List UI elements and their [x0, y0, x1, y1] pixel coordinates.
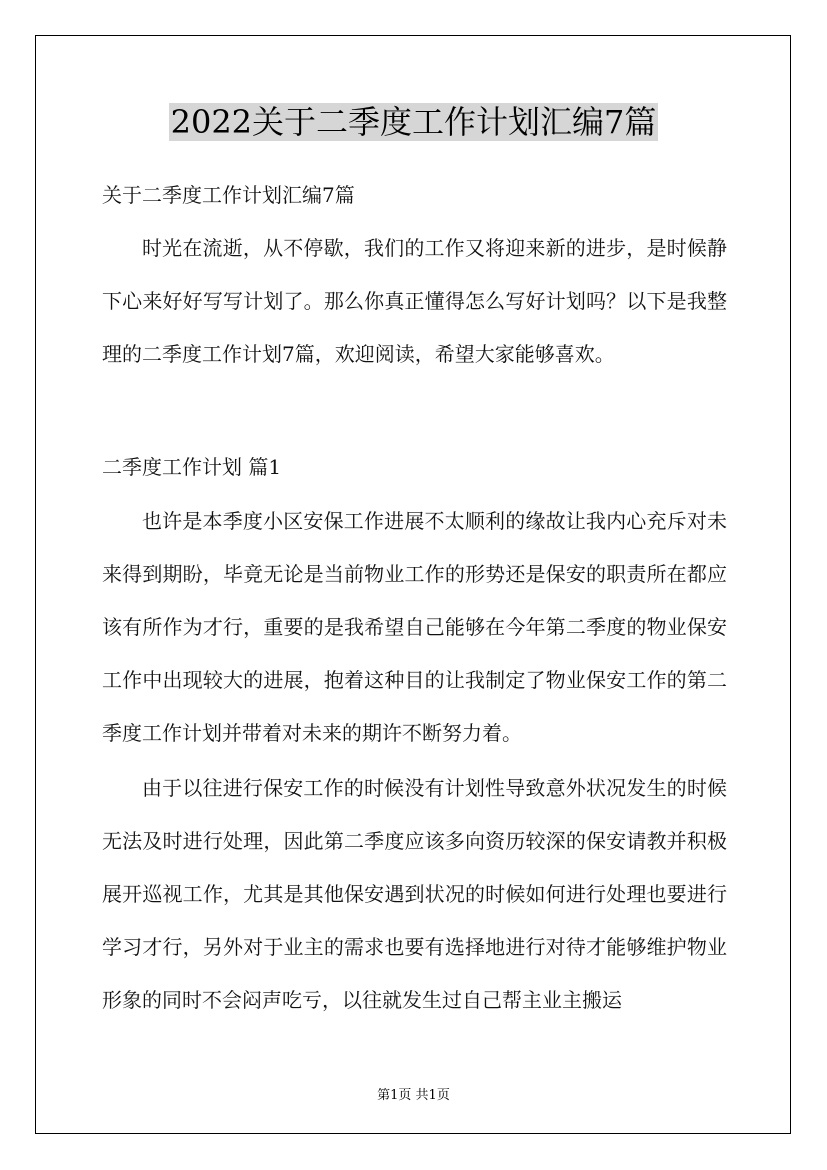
section-paragraph-2: 由于以往进行保安工作的时候没有计划性导致意外状况发生的时候无法及时进行处理，因此第二季度应该多向资历较深的保安请教并积极展开巡视工作，尤其是其他保安遇到状况的时候如何进行处理也要进行学习才行，另外对于业主的需求也要有选择地进行对待才能够维护物业形象的同时不会闷声吃亏，以往就发生过自己帮主业主搬运 [102, 776, 727, 1012]
intro-paragraph: 时光在流逝，从不停歇，我们的工作又将迎来新的进步，是时候静下心来好好写写计划了。那么你真正懂得怎么写好计划吗？以下是我整理的二季度工作计划7篇，欢迎阅读，希望大家能够喜欢。 [102, 236, 727, 366]
document-subtitle: 关于二季度工作计划汇编7篇 [102, 183, 355, 207]
document-title-text: 2022关于二季度工作计划汇编7篇 [170, 103, 657, 141]
section-paragraph-1: 也许是本季度小区安保工作进展不太顺利的缘故让我内心充斥对未来得到期盼，毕竟无论是当前物业工作的形势还是保安的职责所在都应该有所作为才行，重要的是我希望自己能够在今年第二季度的物业保安工作中出现较大的进展，抱着这种目的让我制定了物业保安工作的第二季度工作计划并带着对未来的期许不断努力着。 [102, 509, 727, 745]
page-footer: 第1页 共1页 [377, 1088, 450, 1103]
document-title [0, 100, 827, 144]
section-heading: 二季度工作计划 篇1 [102, 455, 282, 479]
